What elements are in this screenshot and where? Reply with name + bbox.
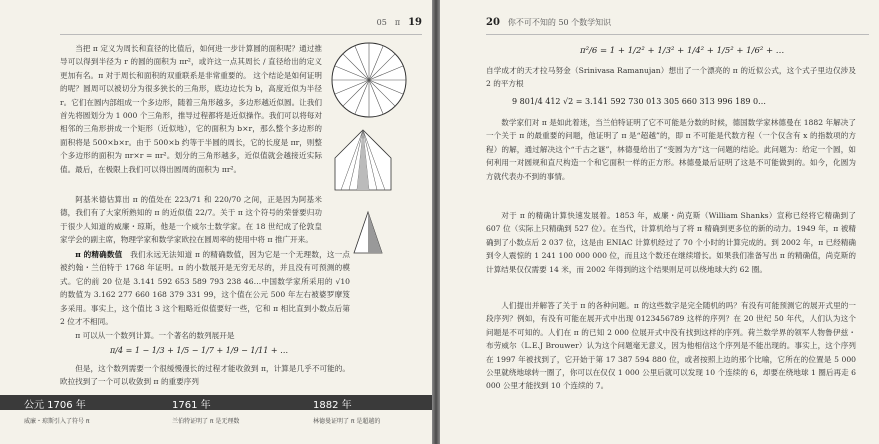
right-header xyxy=(486,17,611,28)
section-number: 05 xyxy=(376,18,387,27)
basel-formula: π²/6 = 1 + 1/2² + 1/3² + 1/4² + 1/5² + 1/6² + … xyxy=(580,46,785,56)
timeline-year: 公元 1706 年 xyxy=(24,400,86,411)
paragraph-archimedes: 阿基米德估算出 π 的值处在 223/71 和 220/70 之间，正是因为阿基米德，我们有了大家所熟知的 π 的近似值 22/7。关于 π 这个符号的荣誉要归功于很少人知道的威廉・琼斯，他是一个威尔士数学家。在 18 世纪成了伦敦皇家学会的副主席，物理学家和数学家欧拉在圆周率的使用中将 π 推广开来。 xyxy=(60,195,322,245)
left-header xyxy=(377,17,422,28)
lead-exact-value: π 的精确数值 xyxy=(75,250,123,259)
timeline-year: 1882 年 xyxy=(313,400,352,411)
timeline-caption: 林德曼证明了 π 是超越的 xyxy=(313,418,381,425)
paragraph-series-convergence: 但是，这个数列需要一个很缓慢漫长的过程才能收敛到 π，计算是几乎不可能的。欧拉找到了一个可以收敛到 π 的重要序列 xyxy=(60,364,350,387)
paragraph-exact-value xyxy=(60,248,350,328)
circle-divided-figure xyxy=(329,40,409,120)
timeline-bar xyxy=(0,395,432,410)
paragraph-computation: 对于 π 的精确计算快速发展着。1853 年，威廉・尚克斯（William Shanks）宣称已经将它精确到了 607 位（实际上只精确到 527 位）。在当代，计算机给与了将 π 精确到更多位的新的动力。1949 年，π 被精确到了小数点后 2 037 位，这是由 ENIAC 计算机经过了 70 个小时的计算完成的。到 2002 年，π 已经精确到令人震惊的 1 241 100 000 000 位，而且这个数还在继续增长。如果我们准备写出 π 的精确值，尚克斯的计算结果仅仅需要 14 米，而 2002 年得到的这个结果则足可以绕地球大约 62 圈。 xyxy=(486,211,856,274)
book-title: 你不可不知的 50 个数学知识 xyxy=(507,18,612,27)
book-gutter xyxy=(432,0,440,444)
paragraph-ramanujan: 自学成才的天才拉马努金（Srinivasa Ramanujan）想出了一个漂亮的 π 的近似公式，这个式子里边仅涉及 2 的平方根 xyxy=(486,66,856,89)
right-page-number: 20 xyxy=(486,17,500,28)
rearranged-sectors-figure xyxy=(333,128,393,196)
timeline-caption: 威廉・琼斯引入了符号 π xyxy=(24,418,90,425)
paragraph-lindemann: 数学家们对 π 是如此着迷，当兰伯特证明了它不可能是分数的时候，德国数学家林德曼在 1882 年解决了一个关于 π 的最重要的问题，他证明了 π 是“超越”的，即 π 不可能是代数方程（一个仅含有 x 的指数项的方程）的解，通过解决这个“千古之谜”，林德曼给出了“变圆为方”这一问题的结论。此问题为：给定一个圆，如何利用一对圆规和直尺构造一个和它面积一样的正方形。林德曼最后证明了这是不可能做到的。如今，化圆为方就代表办不到的事情。 xyxy=(486,118,856,181)
timeline-year: 1761 年 xyxy=(172,400,211,411)
paragraph-area-proof: 当把 π 定义为周长和直径的比值后，如何进一步计算圆的面积呢？通过推导可以得到半径为 r 的圆的面积为 πr²，或许这一点其周长 / 直径给出的定义更加有名。π 对于周长和面积的双重联系是非常重要的。 这个结论是如何证明的呢？圆周可以被切分为很多狭长的三角形，底边边长为 b，高度近似为半径 r。它们在圆内部组成一个多边形，随着三角形越多，多边形越近似圆。让我们首先将圆划分为 1 000 个三角形，推导过程都将是近似操作。我们可以将每对相邻的三角形拼成一个矩形（近似地），它的面积为 b×r，那么整个多边形的面积将是 500×b×r。由于 500×b 约等于半圆的周长，它的长度是 πr，则整个多边形的面积为 πr×r = πr²。划分的三角形越多，近似值就会越接近实际值。最后，在极限上我们可以得出圆周的面积为 πr²。 xyxy=(60,44,322,174)
paragraph-randomness: 人们提出并解答了关于 π 的各种问题。π 的这些数字是完全随机的吗？有没有可能预测它的展开式里的一段序列？例如，有没有可能在展开式中出现 0123456789 这样的序列？在 20 世纪 50 年代，人们认为这个问题是不可知的。人们在 π 的已知 2 000 位展开式中没有找到这样的序列。荷兰数学界的领军人物鲁伊兹・布劳威尔（L.E.J Brouwer）认为这个问题毫无意义，因为他相信这个序列是不能出现的。事实上，这个序列在 1997 年被找到了，它开始于第 17 387 594 880 位，或者按照上边的那个比喻，它所在的位置是 5 000 公里就绕地球转一圈了，你可以在仅仅 1 000 公里后就可以发现 10 个连续的 6，却要在绕地球 1 圈后再走 6 000 公里才能找到 10 个连续的 7。 xyxy=(486,301,856,391)
leibniz-formula: π/4 = 1 − 1/3 + 1/5 − 1/7 + 1/9 − 1/11 + … xyxy=(110,346,289,355)
paragraph-series-intro: π 可以从一个数列计算。一个著名的数列展开是 xyxy=(75,331,235,340)
left-page xyxy=(0,0,432,444)
right-page xyxy=(440,0,879,444)
paragraph-exact-value-body: 我们永远无法知道 π 的精确数值，因为它是一个无理数，这一点被约翰・兰伯特于 1768 年证明。π 的小数展开是无穷无尽的，并且没有可预测的模式。它的前 20 位是 3.141 592 653 589 793 238 46…中国数学家所采用的 √10 的数值为 3.162 277 660 168 379 331 99，这个值在公元 500 年左右被婆罗摩笈多采用。事实上，这个值比 3 这个粗略近似值要好一些，它和 π 相比直到小数点后第 2 位才不相同。 xyxy=(60,250,350,327)
header-rule xyxy=(60,34,422,35)
ramanujan-approximation: 9 801/4 412 √2 = 3.141 592 730 013 305 660 313 996 189 0… xyxy=(512,97,767,106)
section-symbol: π xyxy=(394,18,401,27)
header-rule xyxy=(486,34,869,35)
left-page-number: 19 xyxy=(408,17,422,28)
triangle-figure xyxy=(352,210,384,255)
timeline-caption: 兰伯特证明了 π 是无理数 xyxy=(172,418,240,425)
